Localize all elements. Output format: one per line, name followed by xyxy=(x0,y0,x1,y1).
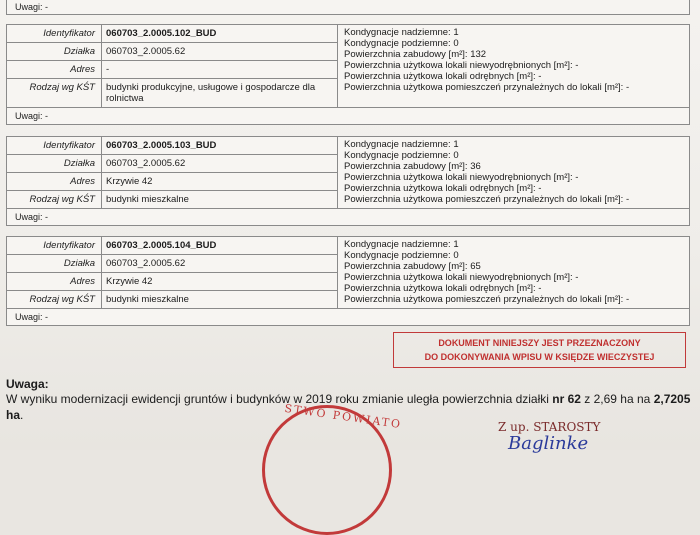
value-identyfikator: 060703_2.0005.103_BUD xyxy=(106,140,217,151)
label-dzialka: Działka xyxy=(7,255,102,272)
label-rodzaj: Rodzaj wg KŚT xyxy=(7,79,102,107)
detail-line: Powierzchnia użytkowa pomieszczeń przynależnych do lokali [m²]: - xyxy=(344,194,630,205)
value-rodzaj: budynki mieszkalne xyxy=(106,194,189,205)
note-parcel-number: nr 62 xyxy=(552,392,581,406)
detail-line: Kondygnacje nadziemne: 1 xyxy=(344,27,459,38)
starosta-label: Z up. STAROSTY xyxy=(498,420,601,434)
handwritten-signature: Baglinke xyxy=(508,433,589,454)
label-rodzaj: Rodzaj wg KŚT xyxy=(7,191,102,208)
seal-text: STWO POWIATO xyxy=(283,401,403,432)
building-details xyxy=(338,137,689,208)
building-record-2 xyxy=(6,136,690,226)
building-details xyxy=(338,25,689,107)
detail-line: Powierzchnia zabudowy [m²]: 132 xyxy=(344,49,487,60)
detail-line: Powierzchnia użytkowa lokali niewyodrębnionych [m²]: - xyxy=(344,60,579,71)
detail-line: Powierzchnia zabudowy [m²]: 36 xyxy=(344,161,481,172)
detail-line: Kondygnacje nadziemne: 1 xyxy=(344,239,459,250)
note-text-part: . xyxy=(20,408,24,422)
value-rodzaj: budynki mieszkalne xyxy=(106,294,189,305)
label-dzialka: Działka xyxy=(7,43,102,60)
detail-line: Powierzchnia użytkowa pomieszczeń przynależnych do lokali [m²]: - xyxy=(344,82,630,93)
note-text-part: W wyniku modernizacji ewidencji gruntów i budynków w 2019 roku zmianie uległa powierzchnia działki xyxy=(6,392,553,406)
label-adres: Adres xyxy=(7,273,102,290)
detail-line: Kondygnacje podziemne: 0 xyxy=(344,38,459,49)
building-details xyxy=(338,237,689,308)
building-uwagi: Uwagi: - xyxy=(7,208,689,225)
label-identyfikator: Identyfikator xyxy=(7,25,102,42)
stamp-line-1: DOKUMENT NINIEJSZY JEST PRZEZNACZONY xyxy=(438,338,641,348)
detail-line: Powierzchnia użytkowa lokali odrębnych [m²]: - xyxy=(344,71,542,82)
previous-record-uwagi: Uwagi: - xyxy=(6,0,690,15)
detail-line: Powierzchnia użytkowa pomieszczeń przynależnych do lokali [m²]: - xyxy=(344,294,630,305)
building-record-3 xyxy=(6,236,690,326)
note-new-area: 2,7205 ha xyxy=(6,392,691,422)
detail-line: Powierzchnia użytkowa lokali odrębnych [m²]: - xyxy=(344,183,542,194)
land-registry-stamp xyxy=(393,332,686,368)
label-adres: Adres xyxy=(7,173,102,190)
value-dzialka: 060703_2.0005.62 xyxy=(106,46,186,57)
label-dzialka: Działka xyxy=(7,155,102,172)
value-rodzaj: budynki produkcyjne, usługowe i gospodarcze dla rolnictwa xyxy=(106,82,316,104)
value-identyfikator: 060703_2.0005.104_BUD xyxy=(106,240,217,251)
detail-line: Kondygnacje nadziemne: 1 xyxy=(344,139,459,150)
label-rodzaj: Rodzaj wg KŚT xyxy=(7,291,102,308)
detail-line: Kondygnacje podziemne: 0 xyxy=(344,150,459,161)
detail-line: Kondygnacje podziemne: 0 xyxy=(344,250,459,261)
value-dzialka: 060703_2.0005.62 xyxy=(106,258,186,269)
building-uwagi: Uwagi: - xyxy=(7,107,689,124)
value-identyfikator: 060703_2.0005.102_BUD xyxy=(106,28,217,39)
label-identyfikator: Identyfikator xyxy=(7,237,102,254)
detail-line: Powierzchnia użytkowa lokali niewyodrębnionych [m²]: - xyxy=(344,272,579,283)
value-adres: - xyxy=(106,64,110,75)
note-title: Uwaga: xyxy=(6,377,49,391)
label-adres: Adres xyxy=(7,61,102,78)
building-record-1 xyxy=(6,24,690,125)
building-uwagi: Uwagi: - xyxy=(7,308,689,325)
value-adres: Krzywie 42 xyxy=(106,176,153,187)
detail-line: Powierzchnia zabudowy [m²]: 65 xyxy=(344,261,481,272)
stamp-line-2: DO DOKONYWANIA WPISU W KSIĘDZE WIECZYSTEJ xyxy=(424,352,655,362)
note-text-part: z 2,69 ha na xyxy=(580,392,654,406)
label-identyfikator: Identyfikator xyxy=(7,137,102,154)
detail-line: Powierzchnia użytkowa lokali odrębnych [m²]: - xyxy=(344,283,542,294)
value-dzialka: 060703_2.0005.62 xyxy=(106,158,186,169)
detail-line: Powierzchnia użytkowa lokali niewyodrębnionych [m²]: - xyxy=(344,172,579,183)
value-adres: Krzywie 42 xyxy=(106,276,153,287)
